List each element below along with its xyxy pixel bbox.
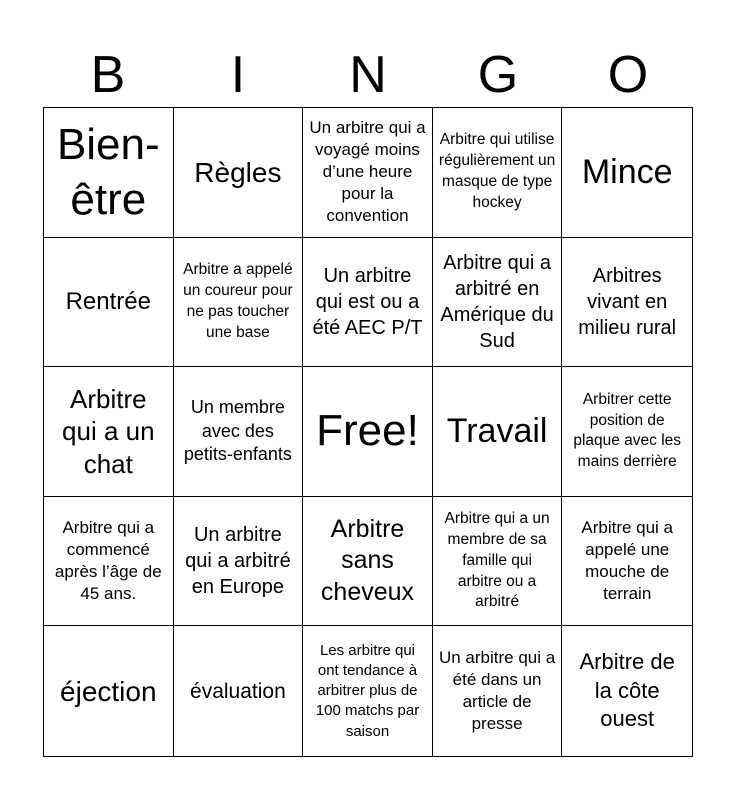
cell-label: Mince (581, 152, 673, 191)
cell-label: Règles (194, 156, 282, 188)
cell-label: Un arbitre qui a voyagé moins d’une heure pour la convention (309, 118, 426, 226)
bingo-cell-2-4[interactable] (433, 238, 563, 368)
bingo-cell-5-3[interactable] (303, 626, 433, 756)
bingo-cell-1-3[interactable] (303, 108, 433, 238)
cell-label: Rentrée (65, 287, 151, 315)
bingo-cell-4-1[interactable] (44, 497, 174, 627)
bingo-cell-4-2[interactable] (174, 497, 304, 627)
cell-label: Un arbitre qui a arbitré en Europe (185, 524, 291, 599)
cell-label: Arbitre qui a appelé une mouche de terrain (581, 517, 674, 604)
bingo-cell-5-4[interactable] (433, 626, 563, 756)
bingo-cell-1-5[interactable] (562, 108, 692, 238)
cell-label: Arbitre qui a arbitré en Amérique du Sud (440, 251, 554, 352)
header-letter-n: N (349, 46, 387, 104)
free-space-cell[interactable] (303, 367, 433, 497)
bingo-cell-4-5[interactable] (562, 497, 692, 627)
bingo-cell-1-1[interactable] (44, 108, 174, 238)
bingo-cell-1-2[interactable] (174, 108, 304, 238)
bingo-board (43, 107, 693, 757)
bingo-cell-3-1[interactable] (44, 367, 174, 497)
cell-label: Les arbitre qui ont tendance à arbitrer plus de 100 matchs par saison (315, 641, 420, 740)
bingo-cell-1-4[interactable] (433, 108, 563, 238)
bingo-cell-3-5[interactable] (562, 367, 692, 497)
cell-label: Un arbitre qui a été dans un article de presse (438, 648, 556, 734)
cell-label: Arbitrer cette position de plaque avec les mains derrière (573, 390, 682, 471)
cell-label: Travail (446, 412, 548, 451)
header-letter-i: I (230, 46, 246, 104)
bingo-cell-3-4[interactable] (433, 367, 563, 497)
cell-label: évaluation (190, 679, 286, 703)
header-letter-g: G (477, 46, 519, 104)
cell-label: Arbitre qui a un chat (62, 383, 155, 479)
cell-label: Arbitres vivant en milieu rural (578, 264, 677, 339)
bingo-cell-2-5[interactable] (562, 238, 692, 368)
bingo-cell-2-2[interactable] (174, 238, 304, 368)
cell-label: Arbitre qui a commencé après l’âge de 45 ans. (54, 517, 162, 604)
bingo-cell-3-2[interactable] (174, 367, 304, 497)
bingo-cell-5-2[interactable] (174, 626, 304, 756)
bingo-cell-5-5[interactable] (562, 626, 692, 756)
cell-label: éjection (60, 675, 157, 707)
cell-label: Arbitre sans cheveux (320, 515, 415, 606)
bingo-cell-5-1[interactable] (44, 626, 174, 756)
header-letter-b: B (90, 46, 126, 104)
cell-label: Arbitre qui utilise régulièrement un masque de type hockey (438, 131, 556, 212)
cell-label: Arbitre de la côte ouest (579, 649, 675, 732)
free-space-label: Free! (316, 406, 419, 456)
cell-label: Arbitre qui a un membre de sa famille qui arbitre ou a arbitré (444, 509, 550, 611)
bingo-cell-4-4[interactable] (433, 497, 563, 627)
bingo-cell-2-3[interactable] (303, 238, 433, 368)
bingo-header (43, 42, 693, 108)
header-letter-o: O (607, 46, 649, 104)
cell-label: Arbitre a appelé un coureur pour ne pas toucher une base (183, 261, 293, 341)
cell-label: Bien-être (56, 120, 160, 225)
bingo-cell-2-1[interactable] (44, 238, 174, 368)
bingo-cell-4-3[interactable] (303, 497, 433, 627)
cell-label: Un membre avec des petits-enfants (183, 397, 292, 465)
cell-label: Un arbitre qui est ou a été AEC P/T (312, 264, 423, 339)
